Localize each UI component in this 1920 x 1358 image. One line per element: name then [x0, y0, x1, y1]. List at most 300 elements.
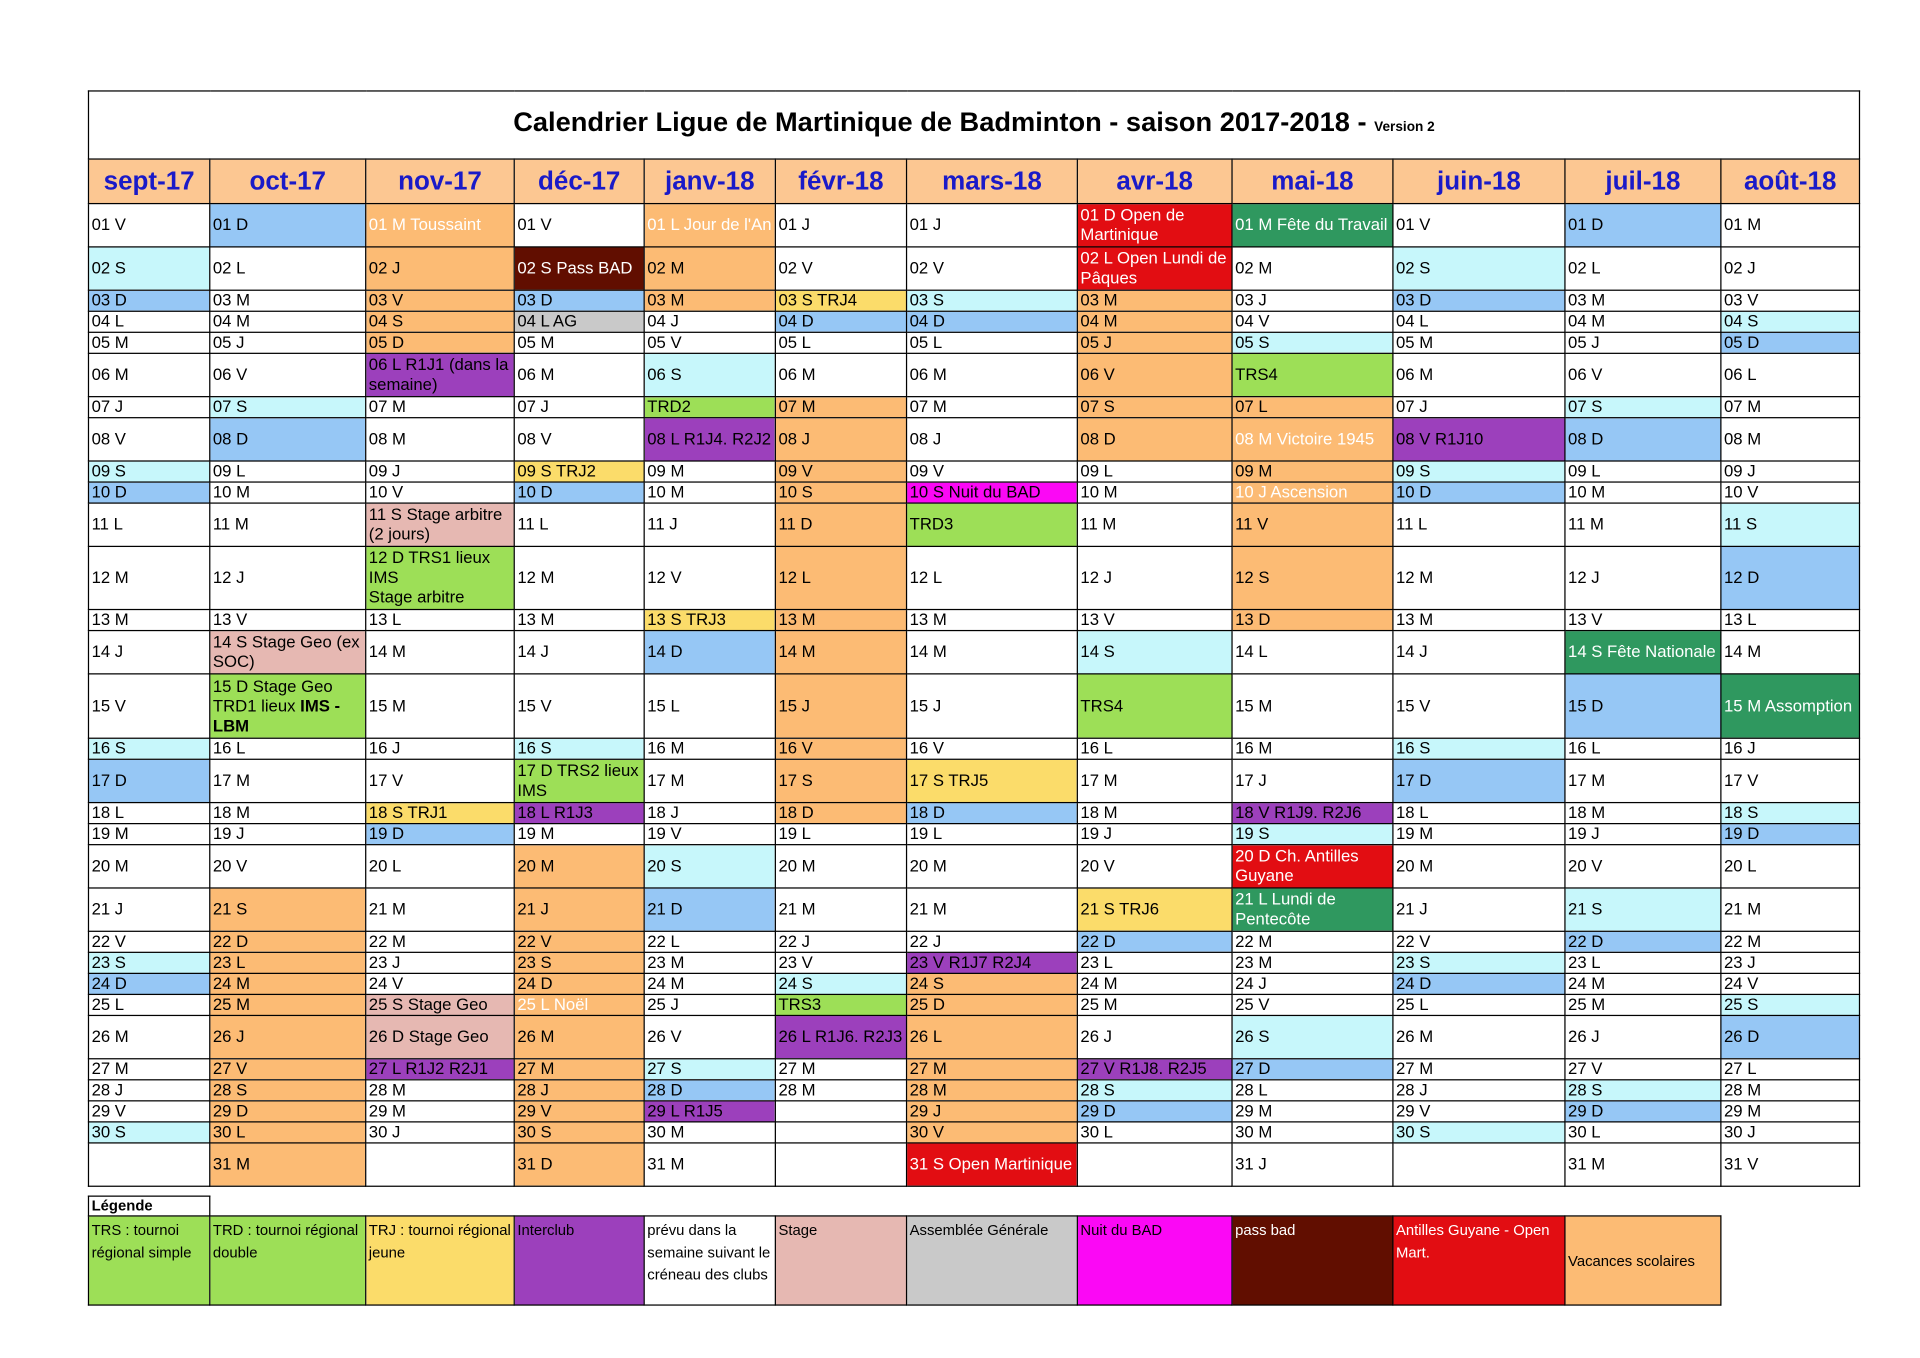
day-cell: 08 D	[1077, 418, 1232, 461]
day-cell: 01 J	[775, 204, 906, 247]
day-cell: 04 S	[366, 311, 515, 332]
day-row	[88, 610, 1859, 631]
day-cell: 05 D	[366, 332, 515, 353]
day-cell: 12 S	[1232, 546, 1393, 609]
day-cell: 01 M Toussaint	[366, 204, 515, 247]
day-cell: 24 M	[210, 973, 366, 994]
day-cell: 01 M	[1721, 204, 1860, 247]
day-cell: 07 L	[1232, 397, 1393, 418]
day-cell: 19 S	[1232, 824, 1393, 845]
day-cell: 28 M	[366, 1080, 515, 1101]
day-cell: 24 V	[1721, 973, 1860, 994]
day-cell: 05 L	[907, 332, 1078, 353]
day-cell: 23 L	[1077, 952, 1232, 973]
day-cell: 15 V	[88, 674, 209, 738]
day-cell: 22 V	[514, 931, 644, 952]
day-row	[88, 503, 1859, 546]
day-cell: 27 V	[210, 1059, 366, 1080]
day-cell: 25 M	[1077, 994, 1232, 1015]
day-cell: 01 L Jour de l'An	[644, 204, 775, 247]
day-cell: 13 V	[1077, 610, 1232, 631]
day-cell: TRD3	[907, 503, 1078, 546]
day-cell: 13 M	[907, 610, 1078, 631]
day-cell: 17 D	[1393, 759, 1565, 802]
day-cell: 16 L	[210, 738, 366, 759]
day-cell: 21 S	[1565, 888, 1721, 931]
day-cell: 18 S TRJ1	[366, 803, 515, 824]
day-cell: 16 V	[907, 738, 1078, 759]
day-cell: 15 V	[514, 674, 644, 738]
day-cell: 20 M	[514, 845, 644, 888]
day-cell: 27 L	[1721, 1059, 1860, 1080]
day-row	[88, 1122, 1859, 1143]
day-cell: 12 M	[1393, 546, 1565, 609]
day-cell: 12 M	[88, 546, 209, 609]
day-cell: 06 M	[907, 353, 1078, 396]
day-cell: 13 M	[514, 610, 644, 631]
day-cell: 28 J	[1393, 1080, 1565, 1101]
day-cell: 25 V	[1232, 994, 1393, 1015]
day-cell: 05 M	[1393, 332, 1565, 353]
day-cell: 04 L	[1393, 311, 1565, 332]
day-cell: 14 D	[644, 631, 775, 674]
day-cell: 18 L	[1393, 803, 1565, 824]
day-cell: 20 L	[366, 845, 515, 888]
day-cell: 02 S	[88, 247, 209, 290]
day-cell: 09 M	[1232, 461, 1393, 482]
day-cell: 22 D	[1077, 931, 1232, 952]
day-cell: 11 M	[1077, 503, 1232, 546]
day-cell: 14 M	[775, 631, 906, 674]
day-cell: 23 J	[366, 952, 515, 973]
legend-row	[88, 1216, 1720, 1305]
day-cell: 29 M	[1232, 1101, 1393, 1122]
day-cell: 10 D	[514, 482, 644, 503]
day-cell: 30 J	[1721, 1122, 1860, 1143]
day-cell: 16 L	[1077, 738, 1232, 759]
day-cell: 06 V	[1077, 353, 1232, 396]
day-cell: 09 V	[775, 461, 906, 482]
day-cell: 07 M	[775, 397, 906, 418]
day-row	[88, 290, 1859, 311]
month-header-row	[88, 159, 1859, 204]
day-cell: 15 M	[366, 674, 515, 738]
day-cell: 28 J	[88, 1080, 209, 1101]
day-cell: 30 M	[1232, 1122, 1393, 1143]
day-cell: 17 V	[1721, 759, 1860, 802]
day-cell: 02 L Open Lundi de Pâques	[1077, 247, 1232, 290]
day-cell: 21 J	[1393, 888, 1565, 931]
day-cell: 04 S	[1721, 311, 1860, 332]
day-cell: 15 D	[1565, 674, 1721, 738]
day-cell: 20 V	[210, 845, 366, 888]
day-cell: 02 L	[210, 247, 366, 290]
day-cell: 17 M	[1077, 759, 1232, 802]
day-cell: 03 M	[1565, 290, 1721, 311]
day-cell: 02 L	[1565, 247, 1721, 290]
day-cell: 29 M	[366, 1101, 515, 1122]
day-cell: 03 V	[366, 290, 515, 311]
day-cell: 24 M	[644, 973, 775, 994]
day-cell: 01 D	[1565, 204, 1721, 247]
day-cell: 24 V	[366, 973, 515, 994]
day-cell: 03 S TRJ4	[775, 290, 906, 311]
day-cell: 13 V	[210, 610, 366, 631]
day-cell: 30 S	[88, 1122, 209, 1143]
day-cell: 15 J	[907, 674, 1078, 738]
day-cell: 13 D	[1232, 610, 1393, 631]
day-cell: 17 M	[210, 759, 366, 802]
day-cell: 27 V R1J8. R2J5	[1077, 1059, 1232, 1080]
day-cell: 02 M	[1232, 247, 1393, 290]
day-cell	[210, 674, 366, 738]
day-cell: 25 D	[907, 994, 1078, 1015]
day-cell: 09 J	[1721, 461, 1860, 482]
day-cell: 14 S Fête Nationale	[1565, 631, 1721, 674]
day-cell: 13 S TRJ3	[644, 610, 775, 631]
day-cell: 06 M	[1393, 353, 1565, 396]
day-cell: 29 V	[514, 1101, 644, 1122]
day-cell: 26 S	[1232, 1015, 1393, 1058]
day-cell: 07 J	[88, 397, 209, 418]
day-cell: 10 D	[1393, 482, 1565, 503]
day-cell: 27 L R1J2 R2J1	[366, 1059, 515, 1080]
day-row	[88, 1015, 1859, 1058]
day-row	[88, 738, 1859, 759]
day-cell: 10 D	[88, 482, 209, 503]
day-cell: 13 M	[88, 610, 209, 631]
day-cell: 10 M	[1565, 482, 1721, 503]
day-cell: 19 V	[644, 824, 775, 845]
day-cell: 05 J	[210, 332, 366, 353]
day-cell: 29 V	[1393, 1101, 1565, 1122]
day-cell: 21 M	[366, 888, 515, 931]
day-cell: 31 V	[1721, 1143, 1860, 1186]
day-cell: 11 L	[88, 503, 209, 546]
day-cell: 18 D	[775, 803, 906, 824]
day-cell: 25 M	[1565, 994, 1721, 1015]
day-cell: 27 M	[514, 1059, 644, 1080]
day-cell: 06 V	[1565, 353, 1721, 396]
day-cell: 26 J	[1077, 1015, 1232, 1058]
legend-item: TRJ : tournoi régional jeune	[366, 1216, 515, 1305]
day-cell: 12 J	[1565, 546, 1721, 609]
day-cell: 27 D	[1232, 1059, 1393, 1080]
day-cell: 31 M	[210, 1143, 366, 1186]
day-cell: 27 M	[907, 1059, 1078, 1080]
day-cell: 08 D	[210, 418, 366, 461]
legend-spacer	[210, 1196, 1721, 1216]
day-cell: 03 D	[88, 290, 209, 311]
day-cell: 02 V	[775, 247, 906, 290]
day-row	[88, 952, 1859, 973]
day-cell: 23 M	[1232, 952, 1393, 973]
day-cell: 14 S	[1077, 631, 1232, 674]
day-cell: 24 J	[1232, 973, 1393, 994]
day-cell: 08 V	[514, 418, 644, 461]
day-cell: 18 L	[88, 803, 209, 824]
day-cell: 13 L	[366, 610, 515, 631]
day-cell: TRS4	[1077, 674, 1232, 738]
month-header: juin-18	[1393, 159, 1565, 204]
day-cell: 04 M	[210, 311, 366, 332]
day-row	[88, 631, 1859, 674]
day-cell: 20 M	[1393, 845, 1565, 888]
day-cell: 19 L	[907, 824, 1078, 845]
day-cell: 03 M	[644, 290, 775, 311]
day-cell: 09 J	[366, 461, 515, 482]
day-cell: 18 L R1J3	[514, 803, 644, 824]
day-cell: 25 L	[88, 994, 209, 1015]
day-cell: 22 J	[775, 931, 906, 952]
day-cell: 23 M	[644, 952, 775, 973]
day-cell: 13 L	[1721, 610, 1860, 631]
day-cell: 17 D TRS2 lieux IMS	[514, 759, 644, 802]
day-cell: 08 M	[1721, 418, 1860, 461]
day-cell: 26 L R1J6. R2J3	[775, 1015, 906, 1058]
day-text: 15 D Stage Geo TRD1 lieux	[212, 676, 333, 715]
day-cell: 22 D	[210, 931, 366, 952]
day-cell: 12 L	[775, 546, 906, 609]
day-cell: 21 S	[210, 888, 366, 931]
day-cell: 09 L	[1077, 461, 1232, 482]
day-cell: 06 L	[1721, 353, 1860, 396]
day-cell: 11 D	[775, 503, 906, 546]
day-cell: 05 J	[1565, 332, 1721, 353]
day-cell: 12 D	[1721, 546, 1860, 609]
day-cell: 09 M	[644, 461, 775, 482]
day-cell: 10 V	[366, 482, 515, 503]
day-cell: 01 D Open de Martinique	[1077, 204, 1232, 247]
day-cell	[775, 1143, 906, 1186]
day-cell: 18 S	[1721, 803, 1860, 824]
day-cell: 20 D Ch. Antilles Guyane	[1232, 845, 1393, 888]
day-cell: TRS4	[1232, 353, 1393, 396]
day-cell: 27 V	[1565, 1059, 1721, 1080]
day-cell: 17 V	[366, 759, 515, 802]
day-cell: 14 J	[88, 631, 209, 674]
day-row	[88, 803, 1859, 824]
legend-table	[88, 1196, 1722, 1306]
day-cell	[366, 1143, 515, 1186]
day-cell: 11 J	[644, 503, 775, 546]
day-cell: 19 M	[88, 824, 209, 845]
day-cell: 29 D	[1077, 1101, 1232, 1122]
day-cell	[775, 1122, 906, 1143]
day-cell: 07 M	[366, 397, 515, 418]
day-row	[88, 1143, 1859, 1186]
day-cell: 29 D	[1565, 1101, 1721, 1122]
day-cell	[775, 1101, 906, 1122]
month-header: sept-17	[88, 159, 209, 204]
day-cell: 15 J	[775, 674, 906, 738]
legend-item: TRS : tournoi régional simple	[88, 1216, 209, 1305]
day-row	[88, 824, 1859, 845]
day-cell: 17 J	[1232, 759, 1393, 802]
day-row	[88, 674, 1859, 738]
day-cell: 16 M	[1232, 738, 1393, 759]
day-cell: 05 S	[1232, 332, 1393, 353]
legend-item: Vacances scolaires	[1565, 1216, 1721, 1305]
month-header: mars-18	[907, 159, 1078, 204]
day-cell: 15 L	[644, 674, 775, 738]
day-cell: 02 J	[366, 247, 515, 290]
day-cell: 29 V	[88, 1101, 209, 1122]
day-row	[88, 332, 1859, 353]
day-cell: 19 D	[1721, 824, 1860, 845]
day-cell: 26 M	[88, 1015, 209, 1058]
day-cell: 15 M	[1232, 674, 1393, 738]
day-cell: 11 M	[1565, 503, 1721, 546]
day-row	[88, 845, 1859, 888]
day-cell: 14 J	[1393, 631, 1565, 674]
day-row	[88, 247, 1859, 290]
day-cell: 24 S	[907, 973, 1078, 994]
month-header: janv-18	[644, 159, 775, 204]
day-cell: 23 S	[88, 952, 209, 973]
day-cell: 08 J	[775, 418, 906, 461]
day-cell: 09 S	[1393, 461, 1565, 482]
day-cell: 17 D	[88, 759, 209, 802]
day-cell: 11 L	[1393, 503, 1565, 546]
day-cell: 29 L R1J5	[644, 1101, 775, 1122]
day-cell: 18 M	[210, 803, 366, 824]
day-cell: 09 V	[907, 461, 1078, 482]
day-cell: 25 L	[1393, 994, 1565, 1015]
version-label: Version 2	[1374, 120, 1435, 135]
day-cell: 13 M	[775, 610, 906, 631]
day-cell: 02 S Pass BAD	[514, 247, 644, 290]
day-cell: 16 S	[514, 738, 644, 759]
day-row	[88, 888, 1859, 931]
month-header: oct-17	[210, 159, 366, 204]
day-cell: 09 L	[210, 461, 366, 482]
day-row	[88, 973, 1859, 994]
month-header: avr-18	[1077, 159, 1232, 204]
day-cell: 21 J	[514, 888, 644, 931]
day-cell: 04 M	[1077, 311, 1232, 332]
day-cell: 20 M	[907, 845, 1078, 888]
day-cell: 07 J	[1393, 397, 1565, 418]
day-cell	[88, 1143, 209, 1186]
day-cell: 12 J	[1077, 546, 1232, 609]
day-cell: 27 M	[1393, 1059, 1565, 1080]
day-cell: 21 M	[775, 888, 906, 931]
day-cell: 14 M	[366, 631, 515, 674]
day-cell: 16 S	[1393, 738, 1565, 759]
day-cell: 18 J	[644, 803, 775, 824]
day-cell: 28 S	[1565, 1080, 1721, 1101]
day-cell: 17 S TRJ5	[907, 759, 1078, 802]
day-cell: 06 M	[514, 353, 644, 396]
day-cell: 04 D	[907, 311, 1078, 332]
day-cell: 05 V	[644, 332, 775, 353]
day-cell: 06 L R1J1 (dans la semaine)	[366, 353, 515, 396]
day-cell: 24 S	[775, 973, 906, 994]
day-cell: 25 S Stage Geo	[366, 994, 515, 1015]
day-cell: 23 V R1J7 R2J4	[907, 952, 1078, 973]
day-cell: 20 M	[775, 845, 906, 888]
day-cell: 03 M	[210, 290, 366, 311]
day-cell: 08 M Victoire 1945	[1232, 418, 1393, 461]
day-cell: 26 J	[210, 1015, 366, 1058]
day-cell: 09 S TRJ2	[514, 461, 644, 482]
day-cell: 08 J	[907, 418, 1078, 461]
day-cell: 23 V	[775, 952, 906, 973]
day-cell: 01 M Fête du Travail	[1232, 204, 1393, 247]
day-cell: 27 M	[88, 1059, 209, 1080]
day-cell: 31 M	[644, 1143, 775, 1186]
day-cell: 16 J	[1721, 738, 1860, 759]
day-cell: 21 L Lundi de Pentecôte	[1232, 888, 1393, 931]
month-header: févr-18	[775, 159, 906, 204]
day-cell: 12 M	[514, 546, 644, 609]
day-cell: 30 M	[644, 1122, 775, 1143]
day-cell: 10 S	[775, 482, 906, 503]
day-cell: 19 J	[1077, 824, 1232, 845]
day-cell: 20 L	[1721, 845, 1860, 888]
day-cell: 30 L	[1077, 1122, 1232, 1143]
month-header: nov-17	[366, 159, 515, 204]
day-cell: 28 S	[210, 1080, 366, 1101]
day-cell: 31 D	[514, 1143, 644, 1186]
day-cell: 04 M	[1565, 311, 1721, 332]
day-cell: 10 V	[1721, 482, 1860, 503]
day-cell: 03 D	[514, 290, 644, 311]
day-cell: 09 S	[88, 461, 209, 482]
day-cell: 24 M	[1565, 973, 1721, 994]
day-cell: 10 M	[1077, 482, 1232, 503]
day-cell: 07 J	[514, 397, 644, 418]
day-cell: 29 D	[210, 1101, 366, 1122]
day-cell: 14 L	[1232, 631, 1393, 674]
day-cell: 19 J	[1565, 824, 1721, 845]
day-cell: 28 L	[1232, 1080, 1393, 1101]
day-cell: 03 S	[907, 290, 1078, 311]
day-cell: 07 S	[210, 397, 366, 418]
day-cell: 02 S	[1393, 247, 1565, 290]
day-cell: 22 V	[1393, 931, 1565, 952]
title-row	[88, 91, 1859, 159]
day-cell: 28 J	[514, 1080, 644, 1101]
day-cell: 28 M	[907, 1080, 1078, 1101]
day-cell: 23 L	[1565, 952, 1721, 973]
day-cell: 20 M	[88, 845, 209, 888]
day-cell: 26 J	[1565, 1015, 1721, 1058]
day-cell: 02 V	[907, 247, 1078, 290]
legend-item: prévu dans la semaine suivant le créneau des clubs	[644, 1216, 775, 1305]
day-cell: 22 M	[1232, 931, 1393, 952]
day-cell: 13 M	[1393, 610, 1565, 631]
day-cell: 25 L Noël	[514, 994, 644, 1015]
day-row	[88, 759, 1859, 802]
day-cell: 15 M Assomption	[1721, 674, 1860, 738]
day-cell: 02 M	[644, 247, 775, 290]
day-cell: 03 M	[1077, 290, 1232, 311]
day-cell: 24 D	[514, 973, 644, 994]
day-cell: 27 S	[644, 1059, 775, 1080]
month-header: août-18	[1721, 159, 1860, 204]
day-cell: 23 S	[1393, 952, 1565, 973]
day-cell: 30 S	[1393, 1122, 1565, 1143]
day-cell: 20 S	[644, 845, 775, 888]
day-cell: 08 V	[88, 418, 209, 461]
day-cell: 20 V	[1077, 845, 1232, 888]
day-cell: 14 M	[907, 631, 1078, 674]
day-cell: 06 V	[210, 353, 366, 396]
day-cell: 05 L	[775, 332, 906, 353]
day-cell: 19 M	[514, 824, 644, 845]
